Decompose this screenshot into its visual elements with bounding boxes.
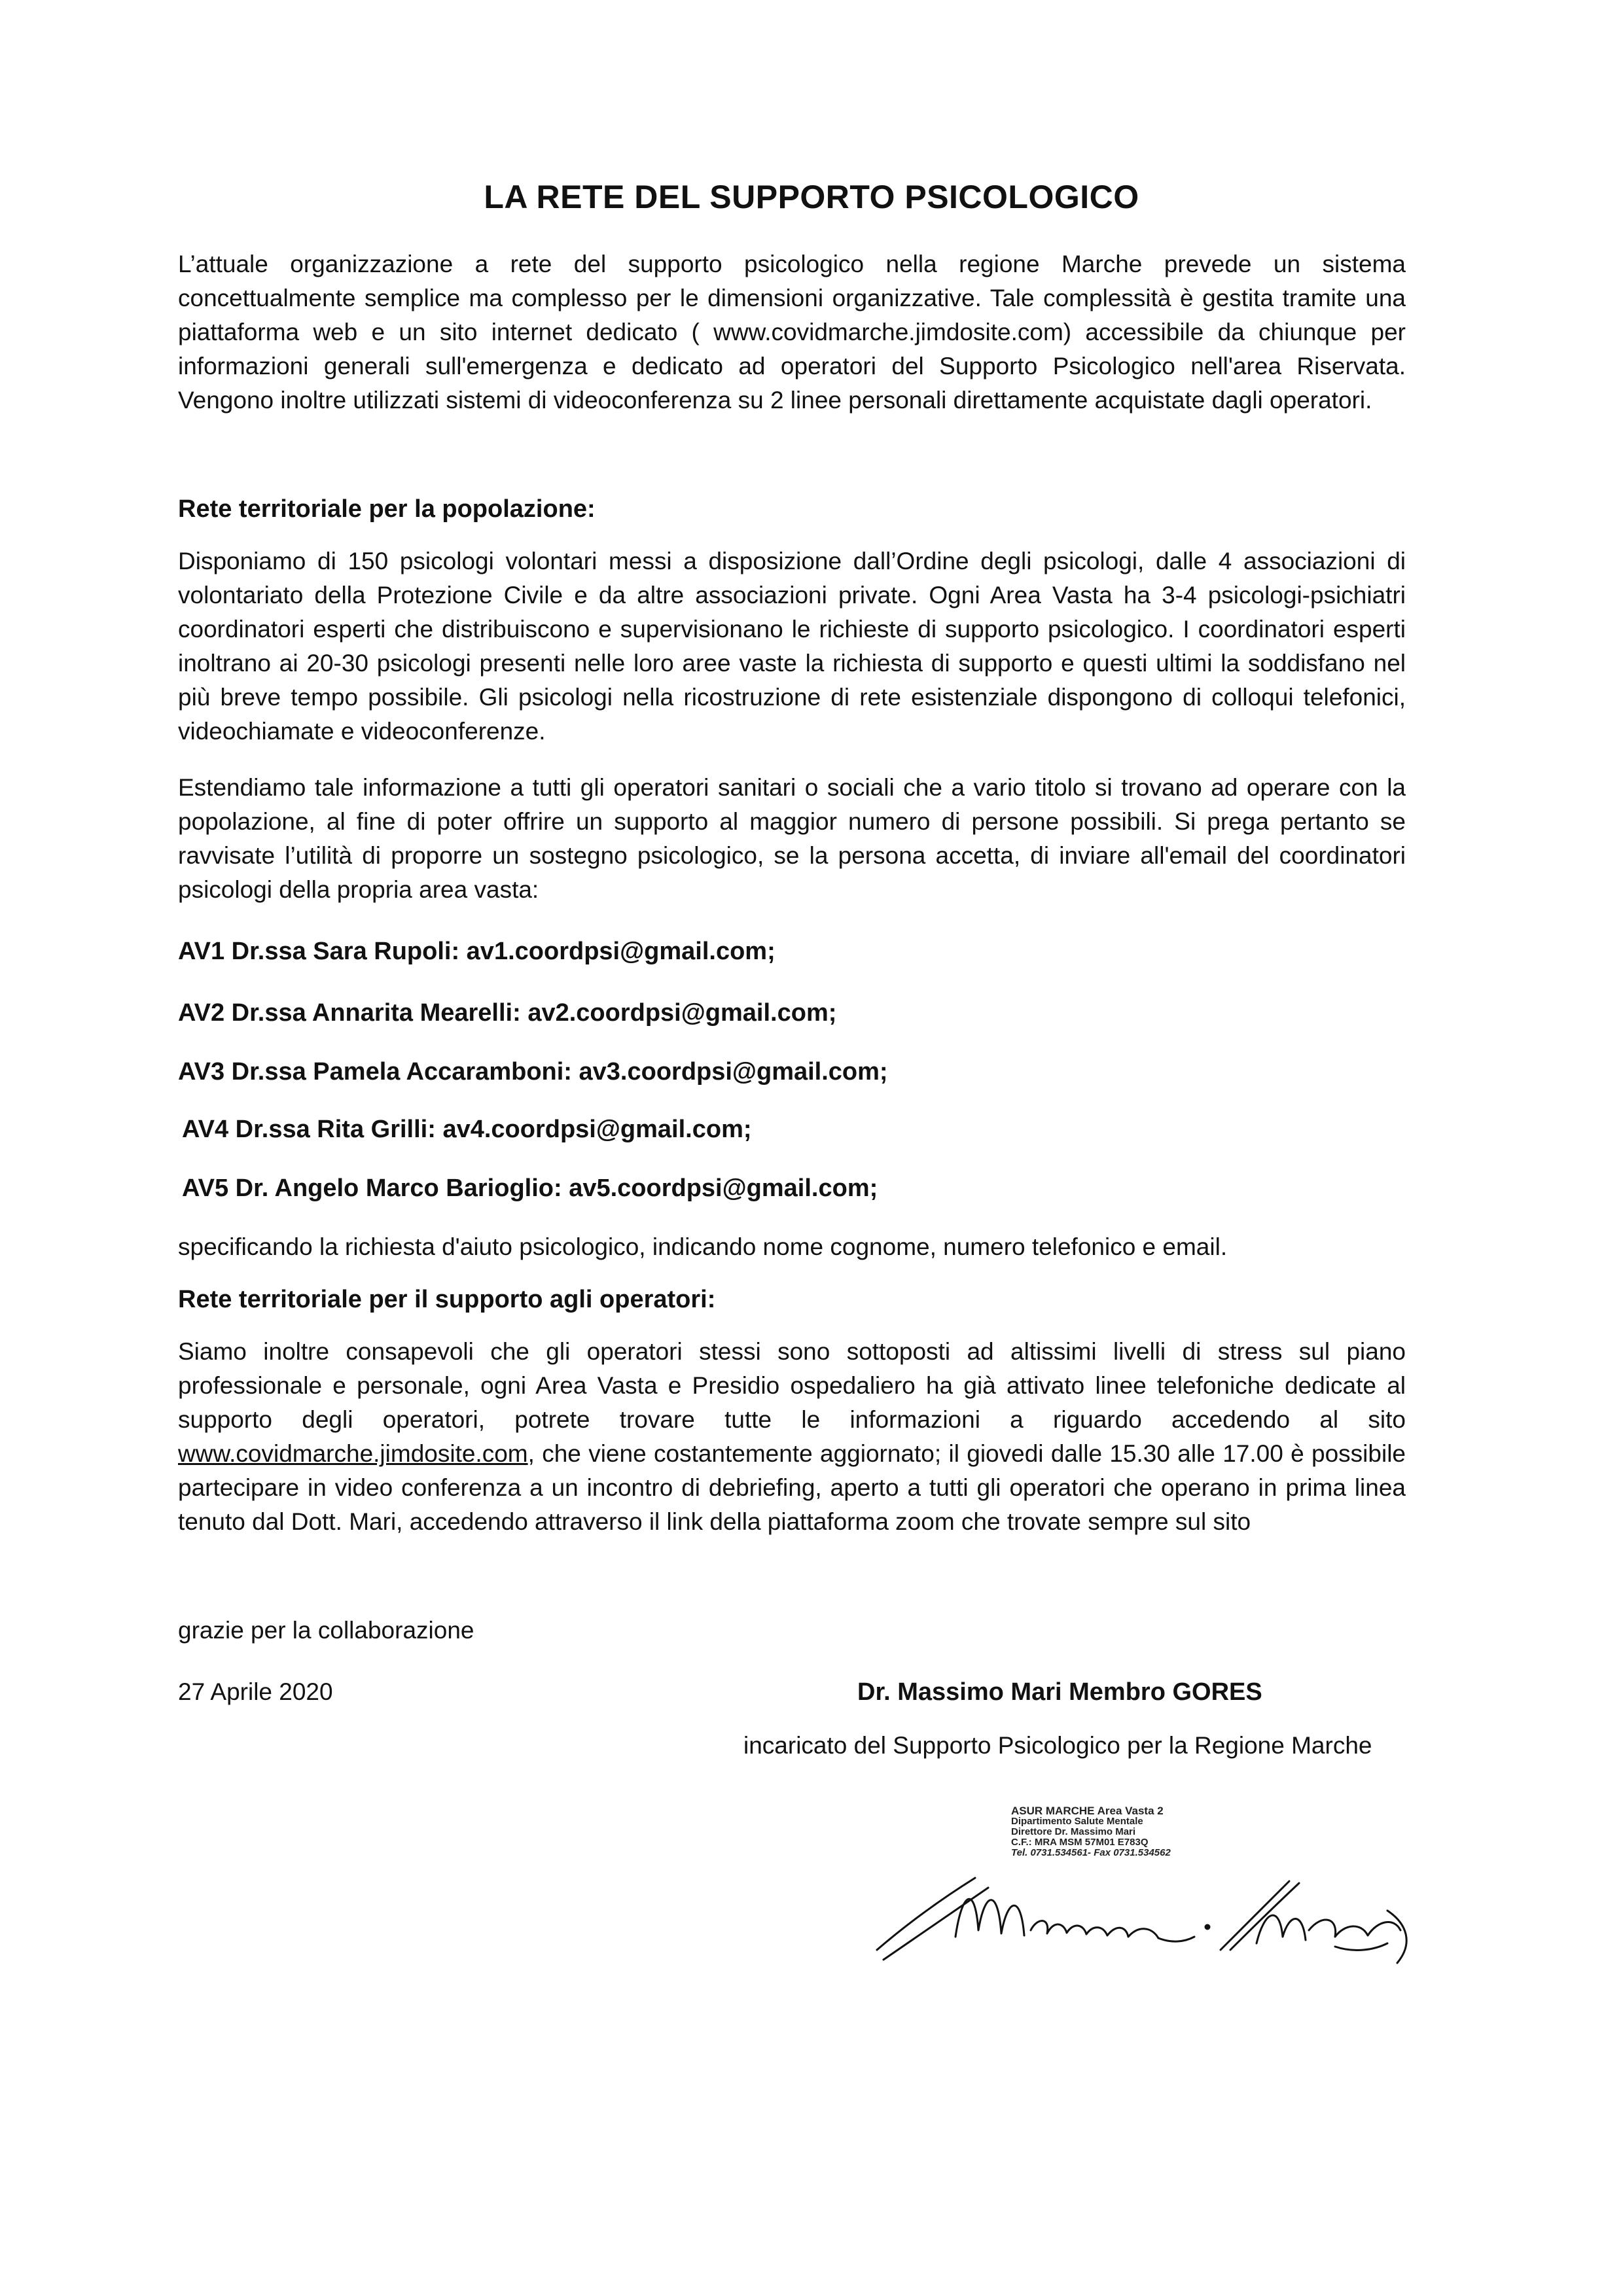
stamp-line-2: Dipartimento Salute Mentale — [1011, 1816, 1143, 1827]
operators-paragraph — [178, 1335, 1406, 1539]
stamp-line-3: Direttore Dr. Massimo Mari — [1011, 1826, 1136, 1837]
website-link[interactable]: www.covidmarche.jimdosite.com — [178, 1440, 528, 1467]
contact-av1: AV1 Dr.ssa Sara Rupoli: av1.coordpsi@gmail.com; — [178, 938, 776, 965]
signatory-role: incaricato del Supporto Psicologico per la Regione Marche — [743, 1732, 1372, 1759]
section-heading-population: Rete territoriale per la popolazione: — [178, 495, 596, 523]
operators-text-start: Siamo inoltre consapevoli che gli operatori stessi sono sottoposti ad altissimi livelli di stress sul piano professionale e personale, ogni Area Vasta e Presidio ospedaliero ha già attivato linee telefoniche dedicate al supporto degli operatori, potrete trovare tutte le informazioni a riguardo accedendo al sito — [178, 1338, 1406, 1433]
signatory-name: Dr. Massimo Mari Membro GORES — [857, 1678, 1262, 1706]
contact-av4: AV4 Dr.ssa Rita Grilli: av4.coordpsi@gmail.com; — [182, 1116, 752, 1143]
document-title: LA RETE DEL SUPPORTO PSICOLOGICO — [484, 179, 1139, 215]
outreach-paragraph: Estendiamo tale informazione a tutti gli operatori sanitari o sociali che a vario titolo si trovano ad operare con la popolazione, al fine di poter offrire un supporto al maggior numero di persone possibili. Si prega pertanto se ravvisate l’utilità di proporre un sostegno psicologico, se la persona accetta, di inviare all'email del coordinatori psicologi della propria area vasta: — [178, 774, 1406, 903]
handwritten-signature — [864, 1852, 1427, 1983]
contacts-followup-text: specificando la richiesta d'aiuto psicologico, indicando nome cognome, numero telefonico e email. — [178, 1233, 1228, 1260]
closing-text: grazie per la collaborazione — [178, 1617, 474, 1644]
stamp-line-1: ASUR MARCHE Area Vasta 2 — [1011, 1805, 1164, 1817]
intro-paragraph: L’attuale organizzazione a rete del supporto psicologico nella regione Marche prevede un sistema concettualmente semplice ma complesso per le dimensioni organizzative. Tale complessità è gestita tramite una piattaforma web e un sito internet dedicato ( www.covidmarche.jimdosite.com) accessibile da chiunque per informazioni generali sull'emergenza e dedicato ad operatori del Supporto Psicologico nell'area Riservata. Vengono inoltre utilizzati sistemi di videoconferenza su 2 linee personali direttamente acquistate dagli operatori. — [178, 251, 1406, 414]
contact-av2: AV2 Dr.ssa Annarita Mearelli: av2.coordpsi@gmail.com; — [178, 999, 837, 1027]
section-heading-operators: Rete territoriale per il supporto agli operatori: — [178, 1286, 716, 1313]
stamp-line-5: Tel. 0731.534561- Fax 0731.534562 — [1011, 1847, 1171, 1858]
operators-text-end: , che viene costantemente aggiornato; il giovedi dalle 15.30 alle 17.00 è possibile partecipare in video conferenza a un incontro di debriefing, aperto a tutti gli operatori che operano in prima linea tenuto dal Dott. Mari, accedendo attraverso il link della piattaforma zoom che trovate sempre sul sito — [178, 1440, 1406, 1535]
letter-date: 27 Aprile 2020 — [178, 1678, 333, 1705]
contact-av5: AV5 Dr. Angelo Marco Barioglio: av5.coordpsi@gmail.com; — [182, 1174, 878, 1202]
institution-stamp — [1011, 1806, 1260, 1858]
stamp-line-4: C.F.: MRA MSM 57M01 E783Q — [1011, 1837, 1149, 1848]
population-paragraph: Disponiamo di 150 psicologi volontari messi a disposizione dall’Ordine degli psicologi, dalle 4 associazioni di volontariato della Protezione Civile e da altre associazioni private. Ogni Area Vasta ha 3-4 psicologi-psichiatri coordinatori esperti che distribuiscono e supervisionano le richieste di supporto psicologico. I coordinatori esperti inoltrano ai 20-30 psicologi presenti nelle loro aree vaste la richiesta di supporto e questi ultimi la soddisfano nel più breve tempo possibile. Gli psicologi nella ricostruzione di rete esistenziale dispongono di colloqui telefonici, videochiamate e videoconferenze. — [178, 548, 1406, 745]
contact-av3: AV3 Dr.ssa Pamela Accaramboni: av3.coordpsi@gmail.com; — [178, 1058, 888, 1086]
